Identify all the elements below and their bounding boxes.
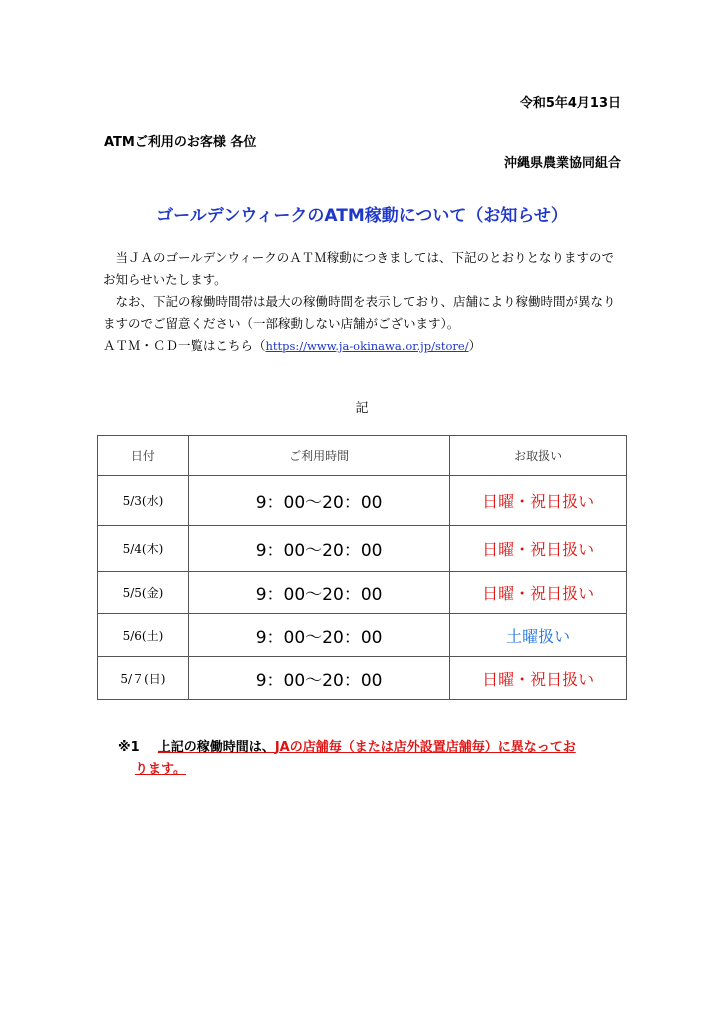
row-date: 5/4(木) [98,526,189,572]
row-handling: 日曜・祝日扱い [450,572,627,614]
row-time: 9：00～20：00 [188,572,449,614]
footnote-red-text-continued: ります。 [135,762,186,777]
table-row [98,526,627,572]
row-time: 9：00～20：00 [188,476,449,526]
footnote-black-text: 上記の稼働時間は、 [157,740,275,755]
row-date: 5/７(日) [98,657,189,700]
atm-list-suffix: ） [468,338,482,353]
table-row [98,657,627,700]
row-handling: 土曜扱い [450,614,627,657]
header-time: ご利用時間 [188,436,449,476]
row-handling: 日曜・祝日扱い [450,526,627,572]
row-handling: 日曜・祝日扱い [450,476,627,526]
schedule-table [97,435,627,700]
document-date: 令和5年4月13日 [519,96,621,111]
row-date: 5/5(金) [98,572,189,614]
addressee: ATMご利用のお客様 各位 [104,135,257,150]
store-list-link[interactable]: https://www.ja-okinawa.or.jp/store/ [265,339,469,353]
paragraph-notice: なお、下記の稼働時間帯は最大の稼働時間を表示しており、店舗により稼働時間が異なりますのでご留意ください（一部稼動しない店舗がございます）。 [103,294,616,331]
paragraph-intro: 当ＪＡのゴールデンウィークのＡＴＭ稼動につきましては、下記のとおりとなりますのでお知らせいたします。 [103,250,615,287]
table-row [98,572,627,614]
row-time: 9：00～20：00 [188,657,449,700]
footnote-line-1 [118,737,628,759]
row-time: 9：00～20：00 [188,614,449,657]
table-header-row [98,436,627,476]
header-date: 日付 [98,436,189,476]
sender-organization: 沖縄県農業協同組合 [503,156,621,171]
footnote-mark: ※1 [118,740,140,755]
header-handling: お取扱い [450,436,627,476]
page-title: ゴールデンウィークのATM稼動について（お知らせ） [156,206,568,226]
atm-list-prefix: ＡＴＭ・ＣＤ一覧はこちら（ [103,338,266,353]
ki-heading: 記 [355,401,369,416]
row-time: 9：00～20：00 [188,526,449,572]
body-text [103,247,625,357]
footnote [118,737,628,781]
table-row [98,614,627,657]
row-date: 5/6(土) [98,614,189,657]
footnote-line-2 [118,759,628,781]
paragraph-atm-list [103,335,625,357]
table-row [98,476,627,526]
footnote-red-text: JAの店舗毎（または店外設置店舗毎）に異なってお [274,740,576,755]
row-handling: 日曜・祝日扱い [450,657,627,700]
row-date: 5/3(水) [98,476,189,526]
